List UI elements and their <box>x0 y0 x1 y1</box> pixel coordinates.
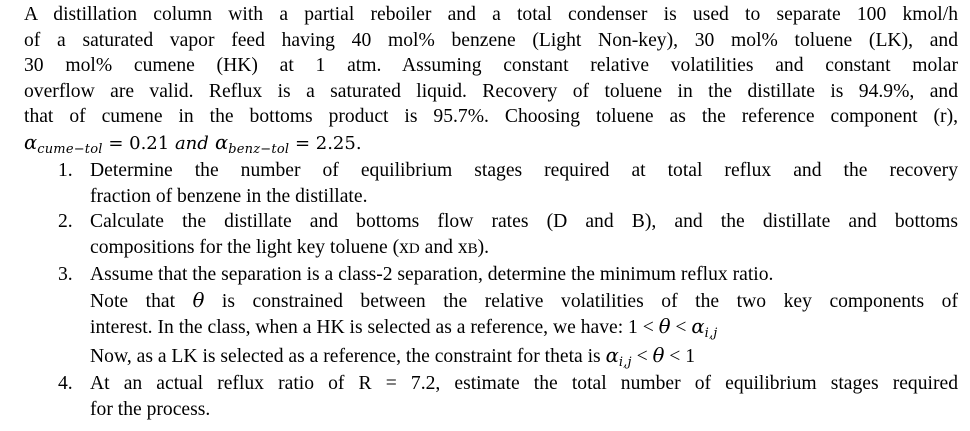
comp-text: compositions for the light key toluene (x <box>90 236 409 258</box>
alpha-subscript: cume−tol <box>37 141 103 157</box>
alpha-value: = 2.25. <box>289 132 362 154</box>
theta-text: Note that <box>90 290 193 312</box>
less-than: < 1 <box>664 345 696 367</box>
task-list <box>24 158 958 422</box>
task-line: At an actual reflux ratio of R = 7.2, estimate the total number of equilibrium stages required <box>90 373 958 394</box>
alpha-subscript: i,j <box>618 354 632 370</box>
subscript-d: D <box>408 240 420 257</box>
task-line: Determine the number of equilibrium stages required at total reflux and the recovery <box>90 160 958 181</box>
subscript-b: B <box>467 240 478 257</box>
task-line <box>90 314 958 343</box>
alpha-value: = 0.21 <box>102 132 175 154</box>
task-number: 1. <box>58 160 73 181</box>
problem-statement <box>24 2 958 158</box>
theta-symbol: θ <box>652 343 665 367</box>
alpha-subscript: i,j <box>704 326 718 341</box>
intro-line: A distillation column with a partial reboiler and a total condenser is used to separate 100 kmol/h <box>24 4 958 25</box>
theta-symbol: θ <box>658 315 671 338</box>
alpha-symbol: α <box>24 130 38 154</box>
task-number: 4. <box>58 373 73 394</box>
relative-volatility-line <box>24 130 958 159</box>
less-than: < <box>670 317 692 338</box>
task-item <box>24 262 958 371</box>
comp-text: and x <box>419 236 468 258</box>
task-line: fraction of benzene in the distillate. <box>90 185 368 207</box>
task-number: 2. <box>58 211 73 232</box>
lk-text: Now, as a LK is selected as a reference, the constraint for theta is <box>90 345 606 367</box>
intro-line: that of cumene in the bottoms product is 95.7%. Choosing toluene as the reference component (r), <box>24 106 958 127</box>
comp-text: ). <box>477 236 490 258</box>
alpha-subscript: benz−tol <box>228 141 290 157</box>
task-line <box>90 288 958 315</box>
task-line <box>90 343 958 372</box>
alpha-symbol: α <box>691 315 705 338</box>
task-item <box>24 209 958 262</box>
theta-symbol: θ <box>192 288 205 312</box>
task-line: for the process. <box>90 398 211 420</box>
task-line: Calculate the distillate and bottoms flow rates (D and B), and the distillate and bottoms <box>90 211 958 232</box>
task-item <box>24 371 958 422</box>
intro-line: 30 mol% cumene (HK) at 1 atm. Assuming constant relative volatilities and constant molar <box>24 55 958 76</box>
hk-text: interest. In the class, when a HK is selected as a reference, we have: 1 < <box>90 317 659 338</box>
and-word: and <box>174 132 209 154</box>
task-number: 3. <box>58 264 73 285</box>
alpha-symbol: α <box>605 343 619 367</box>
task-line <box>90 235 958 263</box>
task-item <box>24 158 958 209</box>
less-than: < <box>631 345 653 367</box>
theta-text: is constrained between the relative volatilities of the two key components of <box>204 290 959 312</box>
intro-line: of a saturated vapor feed having 40 mol% benzene (Light Non-key), 30 mol% toluene (LK), and <box>24 29 958 51</box>
task-line: Assume that the separation is a class-2 separation, determine the minimum reflux ratio. <box>90 264 774 285</box>
alpha-symbol: α <box>208 130 229 154</box>
intro-line: overflow are valid. Reflux is a saturated liquid. Recovery of toluene in the distillate is 94.9%, and <box>24 80 958 102</box>
